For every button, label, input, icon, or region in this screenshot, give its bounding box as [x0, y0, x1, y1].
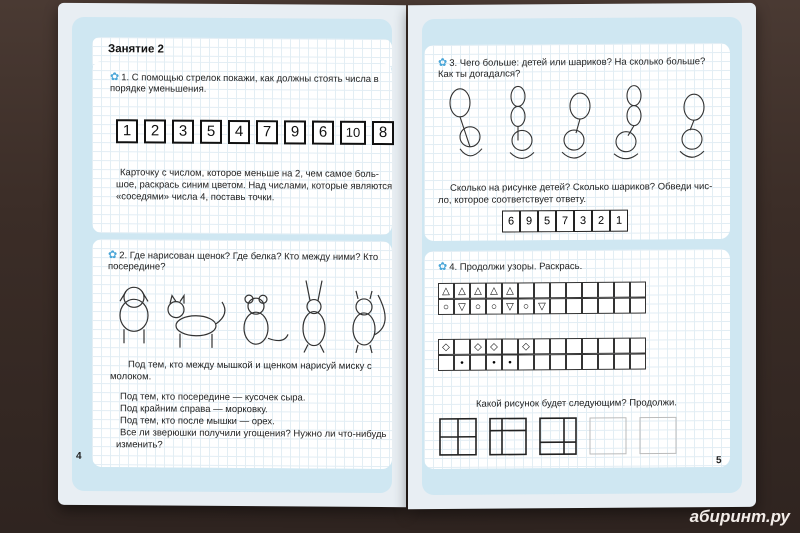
pattern-cell[interactable] [630, 282, 646, 298]
puppy-icon [120, 287, 148, 343]
task2-text-6: Все ли зверюшки получили угощения? Нужно ли что-нибудь [120, 427, 387, 441]
number-card[interactable]: 3 [172, 120, 194, 144]
pattern-cell[interactable]: △ [502, 282, 518, 298]
pattern-cell[interactable]: △ [454, 283, 470, 299]
pattern-cell[interactable] [550, 338, 566, 354]
task1-text-3: «соседями» числа 4, поставь точки. [116, 191, 275, 204]
child-with-balloons-icon [510, 86, 534, 158]
pattern-cell[interactable] [582, 282, 598, 298]
pattern-cell[interactable]: △ [470, 283, 486, 299]
open-workbook [58, 0, 758, 520]
flower-icon: ✿ [108, 249, 118, 262]
pattern-cell[interactable]: • [454, 355, 470, 371]
pattern-cell[interactable] [502, 338, 518, 354]
pattern-cell[interactable] [614, 354, 630, 370]
task3-text-1: Сколько на рисунке детей? Сколько шариков? Обведи чис- [450, 181, 713, 194]
pattern-cell[interactable] [534, 282, 550, 298]
child-with-balloon-icon [562, 93, 590, 158]
number-card[interactable]: 6 [312, 121, 334, 145]
child-with-balloon-icon [450, 89, 482, 156]
answer-number[interactable]: 2 [592, 210, 610, 232]
task3-text-2: ло, которое соответствует ответу. [438, 193, 587, 207]
rabbit-icon [303, 280, 325, 352]
pattern-cell[interactable] [598, 282, 614, 298]
page-number-right: 5 [716, 455, 722, 467]
left-page [58, 3, 406, 507]
mouse-icon [244, 295, 288, 344]
right-page [408, 3, 756, 509]
pattern-cell[interactable] [438, 355, 454, 371]
task2-text-1: Под тем, кто между мышкой и щенком нарисуй миску с [128, 359, 372, 372]
pattern-cell[interactable]: ▽ [534, 298, 550, 314]
pattern-cell[interactable] [614, 298, 630, 314]
pattern-cell[interactable] [630, 338, 646, 354]
pattern-cell[interactable]: ○ [486, 299, 502, 315]
number-card[interactable]: 9 [284, 120, 306, 144]
pattern-cell[interactable]: ◇ [470, 339, 486, 355]
pattern-cell[interactable] [550, 354, 566, 370]
task2-instruction-1: ✿ 2. Где нарисован щенок? Где белка? Кто между ними? Кто [108, 249, 379, 264]
answer-numbers-row [502, 210, 628, 233]
pattern-cell[interactable]: △ [486, 283, 502, 299]
number-card[interactable]: 4 [228, 120, 250, 144]
pattern-grid-2 [438, 338, 646, 371]
pattern-cell[interactable] [518, 354, 534, 370]
pattern-cell[interactable] [534, 338, 550, 354]
child-with-balloon-icon [680, 94, 704, 157]
pattern-cell[interactable] [518, 282, 534, 298]
pattern-cell[interactable]: ○ [518, 298, 534, 314]
pattern-cell[interactable]: ○ [438, 299, 454, 315]
pattern-cell[interactable]: • [486, 355, 502, 371]
pattern-cell[interactable] [598, 354, 614, 370]
pattern-cell[interactable] [582, 338, 598, 354]
number-card[interactable]: 8 [372, 121, 394, 145]
pattern-cell[interactable] [550, 298, 566, 314]
task1-instruction-1: ✿ 1. С помощью стрелок покажи, как должны стоять числа в [110, 71, 379, 86]
pattern-cell[interactable] [566, 338, 582, 354]
pattern-cell[interactable] [470, 355, 486, 371]
pattern-cell[interactable]: • [502, 354, 518, 370]
number-cards-row [116, 119, 394, 145]
pattern-cell[interactable] [454, 339, 470, 355]
pattern-cell[interactable]: ▽ [454, 299, 470, 315]
pattern-cell[interactable] [550, 282, 566, 298]
pattern-cell[interactable]: ○ [470, 299, 486, 315]
task2-instruction-2: посередине? [108, 261, 166, 273]
pattern-cell[interactable] [630, 298, 646, 314]
answer-number[interactable]: 7 [556, 210, 574, 232]
pattern-cell[interactable] [534, 354, 550, 370]
number-card[interactable]: 5 [200, 120, 222, 144]
task2-text-2: молоком. [110, 371, 152, 383]
pattern-cell[interactable] [614, 282, 630, 298]
number-card[interactable]: 1 [116, 119, 138, 143]
pattern-cell[interactable] [598, 338, 614, 354]
answer-number[interactable]: 1 [610, 210, 628, 232]
pattern-cell[interactable] [630, 354, 646, 370]
pattern-cell[interactable] [582, 354, 598, 370]
lesson-title: Занятие 2 [108, 43, 164, 56]
animals-illustration [104, 275, 388, 357]
task1-text-1: Карточку с числом, которое меньше на 2, чем самое боль- [120, 167, 379, 181]
task2-text-5: Под тем, кто после мышки — орех. [120, 415, 275, 428]
pattern-cell[interactable] [566, 282, 582, 298]
pattern-cell[interactable]: △ [438, 283, 454, 299]
task3-instruction-1: ✿ 3. Чего больше: детей или шариков? На сколько больше? [438, 56, 706, 70]
shape-sequence-grid [438, 415, 718, 457]
answer-number[interactable]: 9 [520, 210, 538, 232]
task2-text-7: изменить? [116, 439, 163, 451]
pattern-cell[interactable] [566, 298, 582, 314]
answer-number[interactable]: 5 [538, 210, 556, 232]
page-number-left: 4 [76, 450, 82, 462]
number-card[interactable]: 7 [256, 120, 278, 144]
task1-instruction-2: порядке уменьшения. [110, 83, 207, 95]
pattern-cell[interactable]: ◇ [486, 339, 502, 355]
pattern-cell[interactable]: ◇ [518, 338, 534, 354]
number-card[interactable]: 10 [340, 121, 366, 145]
pattern-cell[interactable] [566, 354, 582, 370]
task2-text-3: Под тем, кто посередине — кусочек сыра. [120, 391, 306, 404]
child-with-balloons-icon [614, 86, 641, 159]
squirrel-icon [353, 291, 385, 353]
pattern-grid-1 [438, 282, 646, 315]
pattern-cell[interactable]: ◇ [438, 339, 454, 355]
cat-icon [168, 296, 225, 348]
task2-text-4: Под крайним справа — морковку. [120, 403, 268, 416]
task4-instruction: ✿ 4. Продолжи узоры. Раскрась. [438, 260, 583, 274]
task3-instruction-2: Как ты догадался? [438, 68, 521, 81]
pattern-cell[interactable] [614, 338, 630, 354]
pattern-cell[interactable] [582, 298, 598, 314]
flower-icon: ✿ [438, 56, 448, 70]
pattern-cell[interactable] [598, 298, 614, 314]
watermark-text: абиринт.ру [689, 507, 790, 526]
number-card[interactable]: 2 [144, 119, 166, 143]
task4-question: Какой рисунок будет следующим? Продолжи. [476, 397, 677, 410]
task1-text-2: шое, раскрась синим цветом. Над числами, которые являются [116, 179, 393, 193]
answer-number[interactable]: 3 [574, 210, 592, 232]
children-balloons-illustration [434, 83, 724, 165]
pattern-cell[interactable]: ▽ [502, 298, 518, 314]
flower-icon: ✿ [438, 260, 448, 274]
flower-icon: ✿ [110, 71, 120, 84]
answer-number[interactable]: 6 [502, 210, 520, 232]
